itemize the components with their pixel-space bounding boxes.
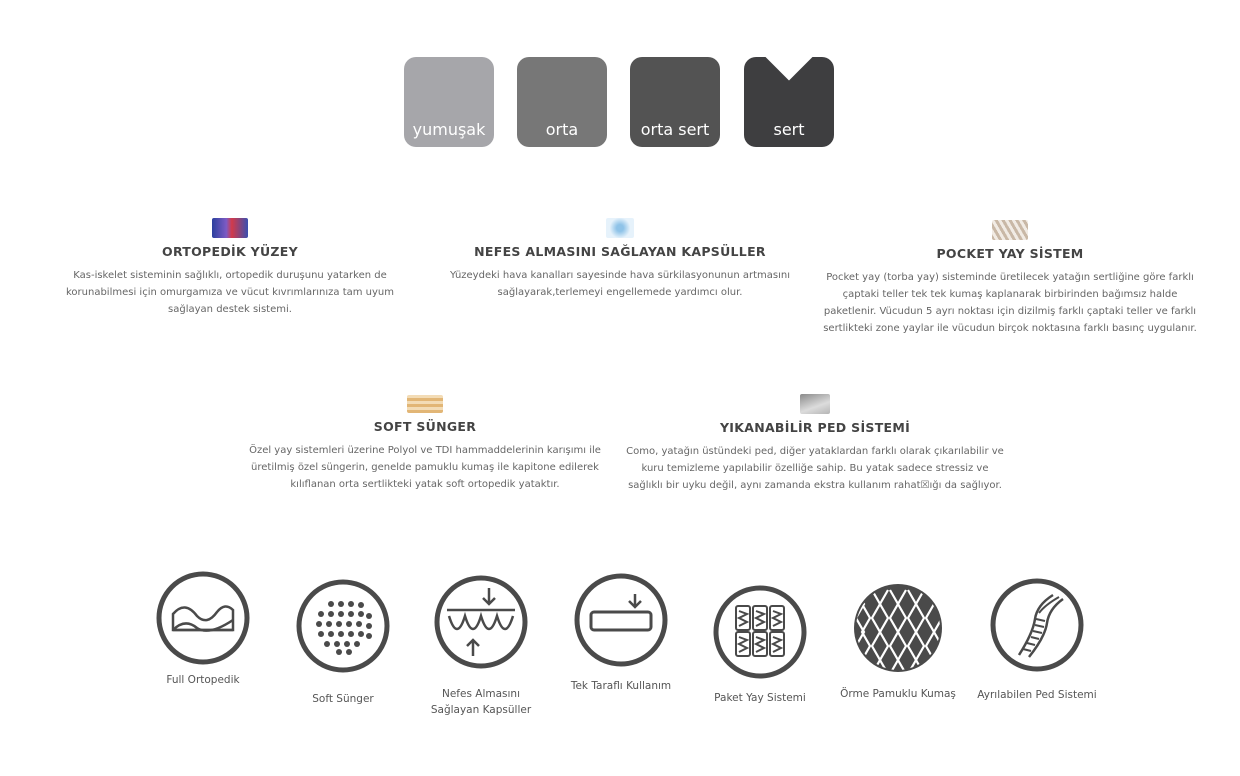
icon-label: Örme Pamuklu Kumaş (840, 688, 956, 700)
icon-label: Tek Taraflı Kullanım (570, 680, 672, 692)
feature-breathing (440, 218, 800, 301)
knit-fabric-icon (850, 580, 946, 676)
feature-soft-foam (245, 395, 605, 493)
orthopedic-icon (155, 570, 251, 666)
zipper-icon (989, 577, 1085, 673)
feature-title: SOFT SÜNGER (373, 419, 477, 434)
icon-item-single-sided (551, 572, 691, 694)
pocket-spring-thumbnail (992, 220, 1028, 240)
notch-marker (764, 57, 815, 80)
breathing-thumbnail (606, 218, 634, 238)
icon-label: Soft Sünger (312, 693, 374, 705)
pocket-spring-icon (712, 584, 808, 680)
feature-text: Kas-iskelet sisteminin sağlıklı, ortopedik duruşunu yatarken de korunabilmesi için omurgamıza ve vücut kıvrımlarınıza tam uyum sağlayan destek sistemi. (65, 270, 395, 315)
icon-item-pocket-spring (690, 584, 830, 706)
firmness-medium-firm (630, 57, 720, 147)
soft-foam-thumbnail (407, 395, 443, 413)
breathing-capsules-icon (433, 572, 529, 672)
firmness-firm (744, 57, 834, 147)
firmness-soft (404, 57, 494, 147)
icon-label: Ayrılabilen Ped Sistemi (977, 689, 1097, 701)
feature-text: Como, yatağın üstündeki ped, diğer yataklardan farklı olarak çıkarılabilir ve kuru temizleme yapılabilir özelliğe sahip. Bu yatak sadece stressiz ve sağlıklı bir uyku değil, aynı zamanda ekstra kullanım rahat☒ığı da sağlıyor. (626, 446, 1004, 491)
orthopedic-thumbnail (212, 218, 248, 238)
icon-label: Full Ortopedik (166, 674, 240, 686)
firmness-medium (517, 57, 607, 147)
single-sided-icon (573, 572, 669, 668)
foam-icon (295, 578, 391, 674)
feature-washable-pad (625, 394, 1005, 494)
firmness-label: orta sert (640, 120, 710, 139)
icon-item-zipper (967, 577, 1107, 703)
feature-text: Pocket yay (torba yay) sisteminde üretilecek yatağın sertliğine göre farklı çaptaki teller tek tek kumaş kaplanarak birbirinden bağımsız halde paketlenir. Vücudun 5 ayrı noktası için dizilmiş farklı çaptaki teller ve farklı sertlikteki zone yaylar ile vücudun birçok noktasına farklı basınç uygulanır. (823, 272, 1197, 334)
feature-pocket-spring (820, 220, 1200, 337)
feature-title: POCKET YAY SİSTEM (936, 246, 1084, 261)
feature-title: NEFES ALMASINI SAĞLAYAN KAPSÜLLER (474, 244, 766, 259)
icon-label: Nefes Almasını (441, 688, 520, 700)
washable-pad-thumbnail (800, 394, 830, 414)
firmness-label: yumuşak (412, 120, 486, 139)
icon-item-breathing (411, 572, 551, 718)
feature-title: YIKANABİLİR PED SİSTEMİ (719, 420, 911, 435)
firmness-label: sert (773, 120, 805, 139)
icon-label: Sağlayan Kapsüller (430, 704, 532, 716)
icon-item-full-orthopedic (133, 570, 273, 688)
icon-item-knit-fabric (828, 580, 968, 702)
feature-text: Özel yay sistemleri üzerine Polyol ve TDI hammaddelerinin karışımı ile üretilmiş özel süngerin, genelde pamuklu kumaş ile kapitone edilerek kılıflanan orta sertlikteki yatak soft ortopedik yataktır. (249, 445, 601, 490)
icon-label: Paket Yay Sistemi (714, 692, 806, 704)
feature-text: Yüzeydeki hava kanalları sayesinde hava sürkilasyonunun artmasını sağlayarak,terlemeyi engellemede yardımcı olur. (449, 270, 790, 298)
feature-title: ORTOPEDİK YÜZEY (162, 244, 298, 259)
feature-orthopedic (60, 218, 400, 318)
firmness-label: orta (545, 120, 579, 139)
icon-item-soft-foam (273, 578, 413, 707)
